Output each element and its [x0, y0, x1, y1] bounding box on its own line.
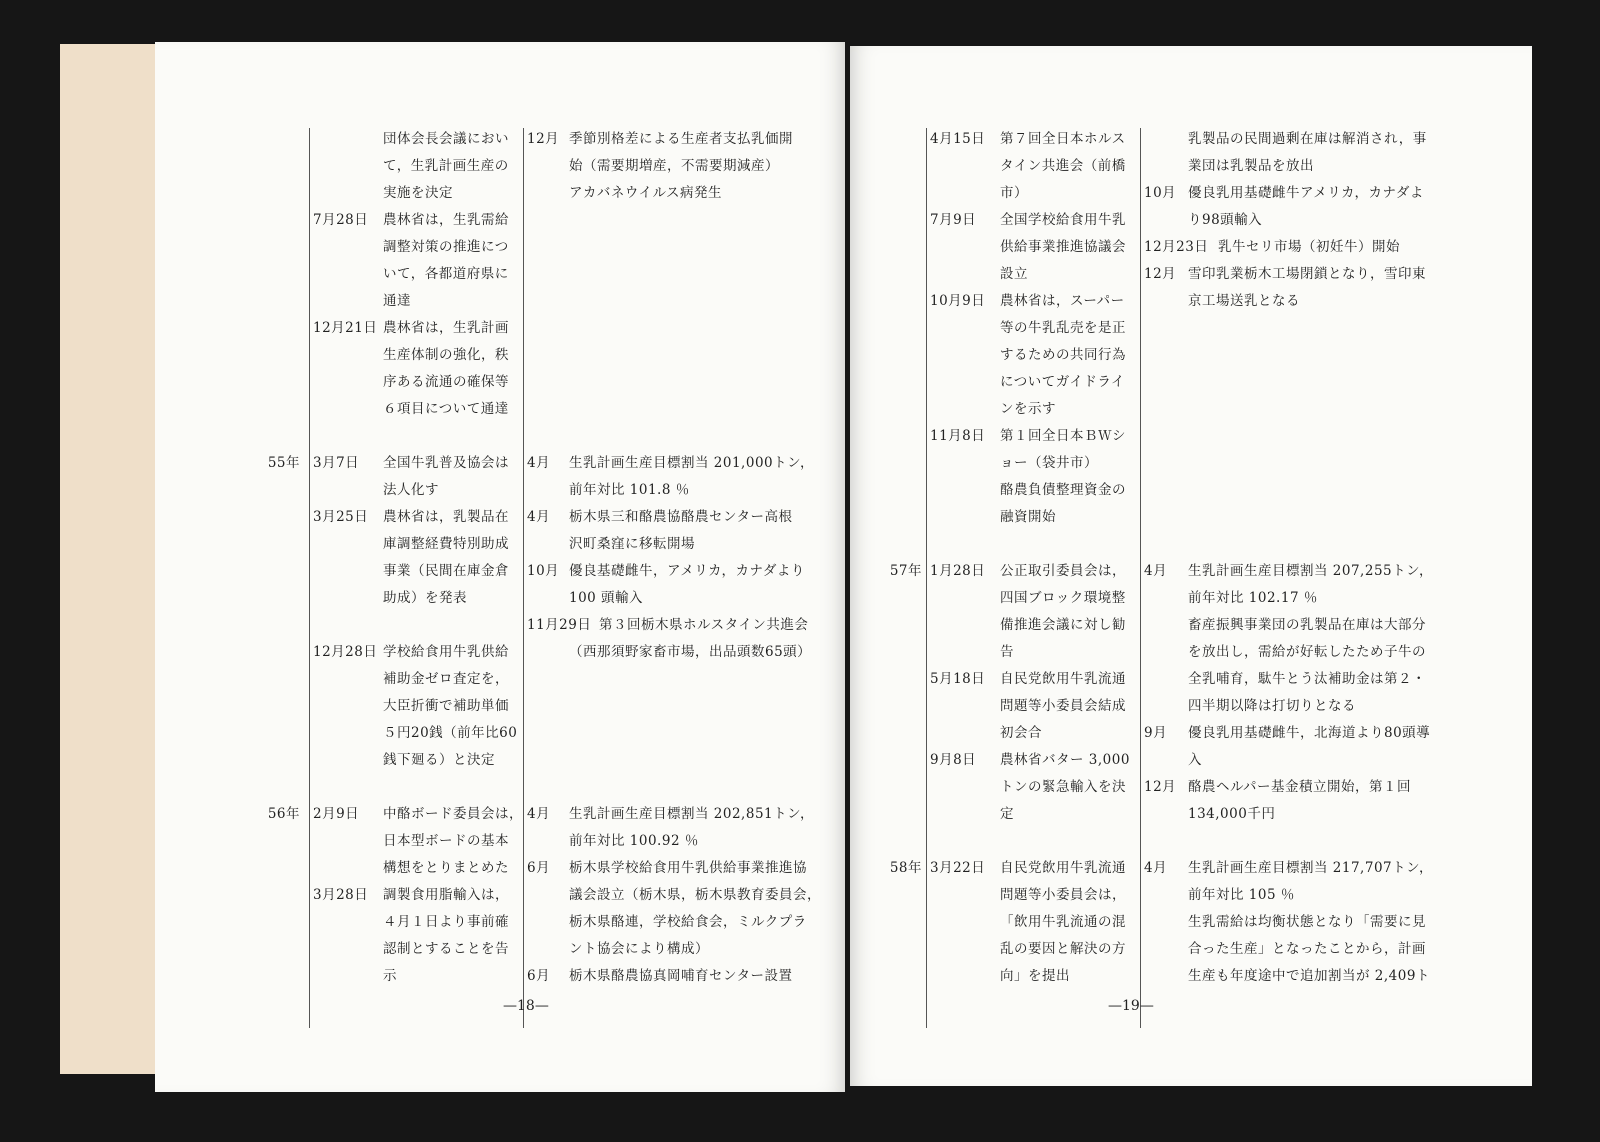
event-text: 始（需要期増産，不需要期減産）	[569, 158, 779, 174]
event-text: 調製食用脂輸入は，	[383, 887, 509, 903]
event-text: 四国ブロック環境整	[1000, 590, 1126, 606]
event-text: 学校給食用牛乳供給	[383, 644, 509, 660]
event-text: 第７回全日本ホルス	[1000, 131, 1126, 147]
event-text: 問題等小委員会は，	[1000, 887, 1126, 903]
column-divider	[1140, 128, 1141, 1028]
event-text: 自民党飲用牛乳流通	[1000, 671, 1126, 687]
event-text: 供給事業推進協議会	[1000, 239, 1126, 255]
event-text: （西那須野家畜市場，出品頭数65頭）	[569, 644, 812, 660]
event-date: 4月	[527, 455, 551, 471]
event-text: 優良乳用基礎雌牛アメリカ，カナダよ	[1188, 185, 1424, 201]
event-text: ４月１日より事前確	[383, 914, 509, 930]
event-text: 農林省は，スーパー	[1000, 293, 1125, 309]
event-date: 4月	[1144, 860, 1168, 876]
event-text: 沢町桑窪に移転開場	[569, 536, 695, 552]
event-text: 備推進会議に対し勧	[1000, 617, 1126, 633]
event-date: 4月	[527, 806, 551, 822]
event-text: 農林省は，乳製品在	[383, 509, 509, 525]
event-text: 農林省バター 3,000	[1000, 752, 1130, 768]
event-date: 12月	[527, 131, 560, 147]
event-text: 中酪ボード委員会は，	[383, 806, 523, 822]
event-text: 優良乳用基礎雌牛，北海道より80頭導	[1188, 725, 1431, 741]
event-text: 設立	[1000, 266, 1028, 282]
event-text: り98頭輸入	[1188, 212, 1263, 228]
event-date: 4月	[527, 509, 551, 525]
event-text: 京工場送乳となる	[1188, 293, 1300, 309]
event-text: 議会設立（栃木県，栃木県教育委員会，	[569, 887, 821, 903]
event-text: 団体会長会議におい	[383, 131, 509, 147]
event-text: 構想をとりまとめた	[383, 860, 509, 876]
event-date: 12月23日	[1144, 239, 1209, 255]
event-date: 12月	[1144, 779, 1177, 795]
event-text: 全乳哺育，駄牛とう汰補助金は第２・	[1188, 671, 1426, 687]
year-label: 55年	[267, 455, 300, 471]
event-date: 4月15日	[930, 131, 986, 147]
column-divider	[309, 128, 310, 1028]
event-text: 生産体制の強化，秩	[383, 347, 509, 363]
event-text: 生乳計画生産目標割当 217,707トン，	[1188, 860, 1434, 876]
event-text: 農林省は，生乳計画	[383, 320, 509, 336]
event-text: ント協会により構成）	[569, 941, 709, 957]
event-date: 9月8日	[930, 752, 977, 768]
year-label: 56年	[267, 806, 300, 822]
event-text: 酪農負債整理資金の	[1000, 482, 1126, 498]
event-date: 11月8日	[930, 428, 986, 444]
event-text: ンを示す	[1000, 401, 1056, 417]
event-date: 3月25日	[313, 509, 369, 525]
event-text: 「飲用牛乳流通の混	[1000, 914, 1126, 930]
event-text: タイン共進会（前橋	[1000, 158, 1126, 174]
event-text: 134,000千円	[1188, 806, 1276, 822]
event-text: 乳製品の民間過剰在庫は解消され，事	[1188, 131, 1427, 147]
event-text: 市）	[1000, 185, 1028, 201]
event-text: 第３回栃木県ホルスタイン共進会	[599, 617, 809, 633]
event-text: 告	[1000, 644, 1014, 660]
event-text: 栃木県酪農協真岡哺育センター設置	[569, 968, 793, 984]
event-date: 3月7日	[313, 455, 360, 471]
event-text: 雪印乳業栃木工場閉鎖となり，雪印東	[1188, 266, 1426, 282]
event-text: 助成）を発表	[383, 590, 467, 606]
column-divider	[523, 128, 524, 1028]
event-text: 序ある流通の確保等	[383, 374, 509, 390]
event-text: 四半期以降は打切りとなる	[1188, 698, 1356, 714]
event-text: 調整対策の推進につ	[383, 239, 509, 255]
event-text: 酪農ヘルパー基金積立開始，第１回	[1188, 779, 1412, 795]
event-text: 生乳計画生産目標割当 202,851トン，	[569, 806, 815, 822]
event-text: 通達	[383, 293, 411, 309]
event-text: 農林省は，生乳需給	[383, 212, 509, 228]
page-number: —19—	[1108, 998, 1154, 1014]
event-text: 栃木県酪連，学校給食会，ミルクプラ	[569, 914, 807, 930]
event-text: ６項目について通達	[383, 401, 509, 417]
event-text: 定	[1000, 806, 1014, 822]
event-text: を放出し，需給が好転したため子牛の	[1188, 644, 1426, 660]
event-text: 実施を決定	[383, 185, 453, 201]
event-text: 栃木県学校給食用牛乳供給事業推進協	[569, 860, 807, 876]
event-text: て，生乳計画生産の	[383, 158, 509, 174]
event-text: するための共同行為	[1000, 347, 1126, 363]
event-text: 庫調整経費特別助成	[383, 536, 509, 552]
event-text: 栃木県三和酪農協酪農センター高根	[569, 509, 793, 525]
event-text: 畜産振興事業団の乳製品在庫は大部分	[1188, 617, 1426, 633]
event-text: 季節別格差による生産者支払乳価開	[569, 131, 793, 147]
event-text: 生産も年度途中で追加割当が 2,409ト	[1188, 968, 1430, 984]
event-date: 2月9日	[313, 806, 360, 822]
column-divider	[926, 128, 927, 1028]
event-text: 優良基礎雌牛，アメリカ，カナダより	[569, 563, 805, 579]
event-text: 認制とすることを告	[383, 941, 509, 957]
event-date: 10月	[1144, 185, 1177, 201]
event-text: 第１回全日本ＢＷシ	[1000, 428, 1126, 444]
event-text: 100 頭輸入	[569, 590, 644, 606]
page-number: —18—	[503, 998, 549, 1014]
event-text: についてガイドライ	[1000, 374, 1125, 390]
event-text: 事業（民間在庫金倉	[383, 563, 509, 579]
event-date: 10月9日	[930, 293, 986, 309]
event-text: 示	[383, 968, 397, 984]
event-text: 初会合	[1000, 725, 1042, 741]
left-page	[155, 42, 845, 1092]
event-text: 全国牛乳普及協会は	[383, 455, 509, 471]
event-date: 5月18日	[930, 671, 986, 687]
event-date: 4月	[1144, 563, 1168, 579]
page-stack-edge	[60, 44, 170, 1074]
event-text: 等の牛乳乱売を是正	[1000, 320, 1126, 336]
event-date: 12月28日	[313, 644, 378, 660]
event-text: 業団は乳製品を放出	[1188, 158, 1314, 174]
event-text: 乱の要因と解決の方	[1000, 941, 1126, 957]
event-text: 全国学校給食用牛乳	[1000, 212, 1126, 228]
year-label: 58年	[889, 860, 922, 876]
event-text: 公正取引委員会は，	[1000, 563, 1126, 579]
event-text: 向」を提出	[1000, 968, 1070, 984]
event-date: 3月28日	[313, 887, 369, 903]
event-date: 3月22日	[930, 860, 986, 876]
year-label: 57年	[889, 563, 922, 579]
event-date: 9月	[1144, 725, 1168, 741]
event-text: 前年対比 102.17 ％	[1188, 590, 1318, 606]
event-text: 乳牛セリ市場（初妊牛）開始	[1218, 239, 1400, 255]
event-text: 補助金ゼロ査定を，	[383, 671, 509, 687]
event-date: 6月	[527, 860, 551, 876]
event-text: いて，各都道府県に	[383, 266, 509, 282]
event-date: 12月	[1144, 266, 1177, 282]
event-text: 前年対比 101.8 ％	[569, 482, 690, 498]
event-text: 大臣折衝で補助単価	[383, 698, 509, 714]
right-page	[850, 46, 1532, 1086]
event-text: 融資開始	[1000, 509, 1056, 525]
event-date: 1月28日	[930, 563, 986, 579]
event-text: ョー（袋井市）	[1000, 455, 1098, 471]
event-text: 自民党飲用牛乳流通	[1000, 860, 1126, 876]
event-text: ５円20銭（前年比60	[383, 725, 518, 741]
event-text: トンの緊急輸入を決	[1000, 779, 1126, 795]
event-text: 合った生産」となったことから，計画	[1188, 941, 1426, 957]
event-text: 前年対比 105 ％	[1188, 887, 1295, 903]
event-text: 問題等小委員会結成	[1000, 698, 1126, 714]
event-date: 7月9日	[930, 212, 977, 228]
event-date: 11月29日	[527, 617, 592, 633]
event-text: 法人化す	[383, 482, 439, 498]
event-text: 銭下廻る）と決定	[383, 752, 495, 768]
event-date: 6月	[527, 968, 551, 984]
event-text: 日本型ボードの基本	[383, 833, 509, 849]
event-text: 生乳計画生産目標割当 207,255トン，	[1188, 563, 1434, 579]
event-date: 7月28日	[313, 212, 369, 228]
event-text: アカバネウイルス病発生	[569, 185, 723, 201]
event-text: 生乳計画生産目標割当 201,000トン，	[569, 455, 815, 471]
event-text: 前年対比 100.92 ％	[569, 833, 699, 849]
event-date: 10月	[527, 563, 560, 579]
event-text: 生乳需給は均衡状態となり「需要に見	[1188, 914, 1426, 930]
event-text: 入	[1188, 752, 1202, 768]
event-date: 12月21日	[313, 320, 378, 336]
